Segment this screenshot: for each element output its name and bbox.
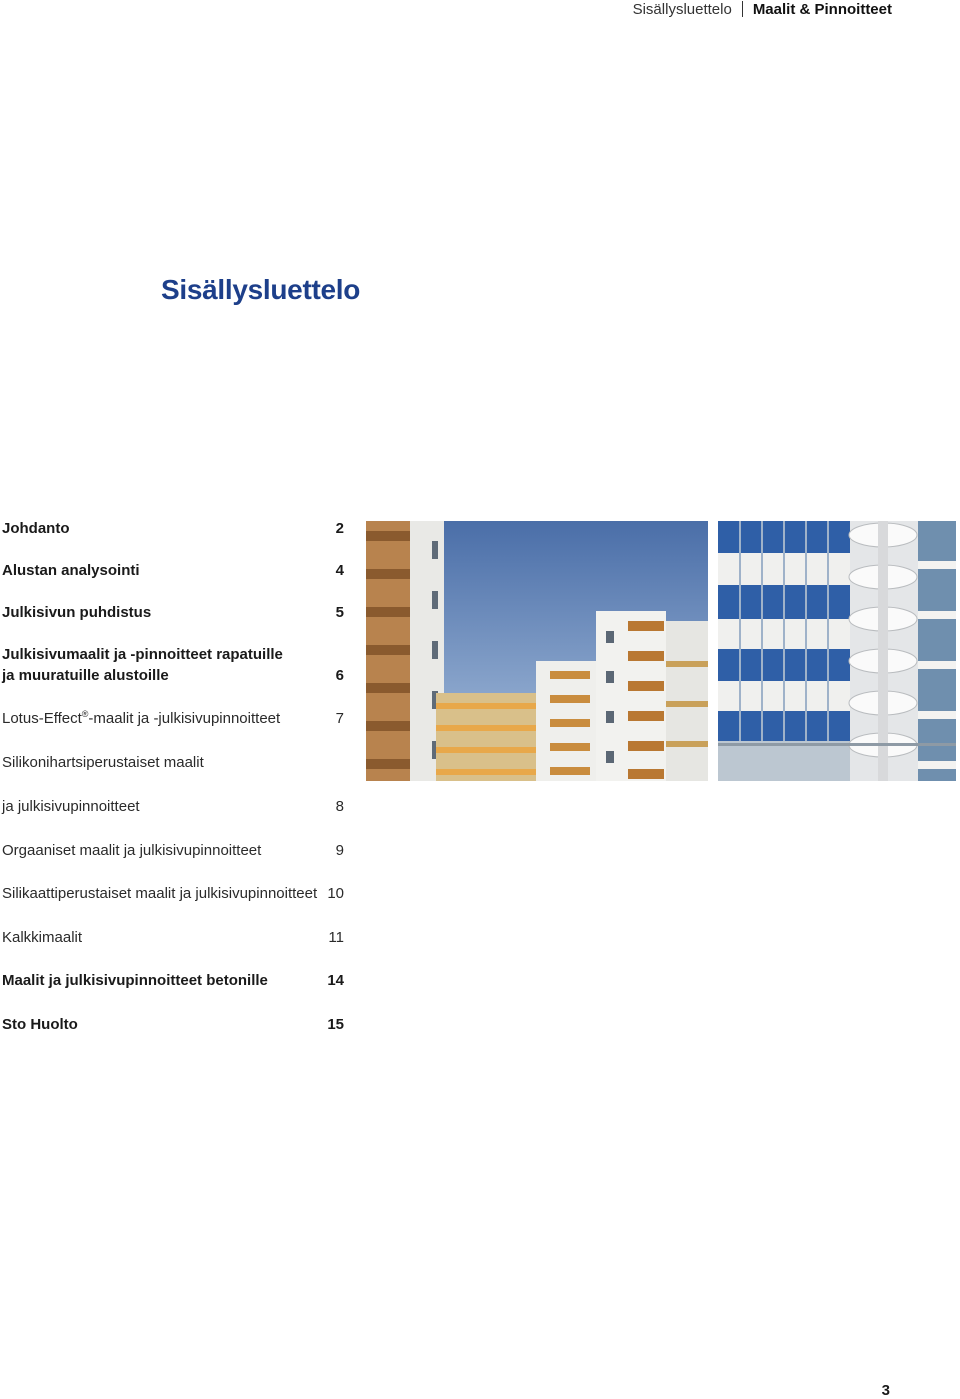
toc-entry-facade-cleaning[interactable] [2, 602, 344, 623]
toc-entry-page: 6 [335, 667, 344, 684]
page-title: Sisällysluettelo [161, 274, 361, 305]
toc-entry-page: 10 [327, 885, 344, 902]
toc-entry-lotus-effect[interactable] [2, 708, 344, 729]
toc-entry-page: 5 [335, 604, 344, 621]
toc-entry-page: 2 [335, 520, 344, 537]
glass-facade-photo [718, 521, 956, 781]
toc-entry-page: 11 [328, 929, 344, 946]
toc-entry-title: Alustan analysointi [2, 562, 140, 579]
toc-entry-title: Silikonihartsiperustaiset maalit [2, 754, 204, 771]
toc-entry-introduction[interactable] [2, 518, 344, 539]
toc-entry-silicate-paints[interactable] [2, 883, 344, 904]
toc-entry-title: ja julkisivupinnoitteet [2, 798, 140, 815]
page-number: 3 [881, 1382, 890, 1399]
toc-entry-concrete-paints[interactable] [2, 970, 344, 991]
toc-entry-page: 7 [335, 710, 344, 727]
toc-entry-title: Johdanto [2, 520, 70, 537]
toc-entry-lime-paints[interactable] [2, 927, 344, 948]
toc-entry-title: Maalit ja julkisivupinnoitteet betonille [2, 972, 268, 989]
toc-entry-silicone-resin-coatings[interactable] [2, 796, 344, 817]
toc-entry-title-line2: ja muuratuille alustoille [2, 667, 169, 684]
toc-entry-page: 8 [335, 798, 344, 815]
running-header [633, 0, 892, 18]
toc-entry-title: Lotus-Effect [2, 710, 82, 727]
toc-entry-title: Julkisivumaalit ja -pinnoitteet rapatuille [2, 646, 283, 663]
toc-entry-page: 9 [335, 842, 344, 859]
toc-entry-organic-paints[interactable] [2, 840, 344, 861]
toc-entry-title-suffix: -maalit ja -julkisivupinnoitteet [88, 710, 281, 727]
header-publication: Maalit & Pinnoitteet [752, 0, 892, 18]
toc-entry-sto-maintenance[interactable] [2, 1014, 344, 1035]
registered-mark: ® [81, 709, 89, 719]
toc-entry-title: Orgaaniset maalit ja julkisivupinnoitteet [2, 842, 262, 859]
apartment-buildings-photo [366, 521, 708, 781]
toc-entry-page: 15 [327, 1016, 344, 1033]
toc-entry-facade-paints-plaster[interactable] [2, 644, 344, 686]
toc-entry-silicone-resin[interactable] [2, 752, 344, 773]
toc-entry-title: Kalkkimaalit [2, 929, 83, 946]
toc-entry-page: 14 [327, 972, 344, 989]
header-section: Sisällysluettelo [632, 0, 732, 18]
toc-entry-title: Silikaattiperustaiset maalit ja julkisivupinnoitteet [2, 885, 318, 902]
toc-entry-substrate-analysis[interactable] [2, 560, 344, 581]
toc-entry-page: 4 [335, 562, 344, 579]
toc-entry-title: Sto Huolto [2, 1016, 78, 1033]
toc-entry-title: Julkisivun puhdistus [2, 604, 152, 621]
header-divider [742, 1, 743, 17]
